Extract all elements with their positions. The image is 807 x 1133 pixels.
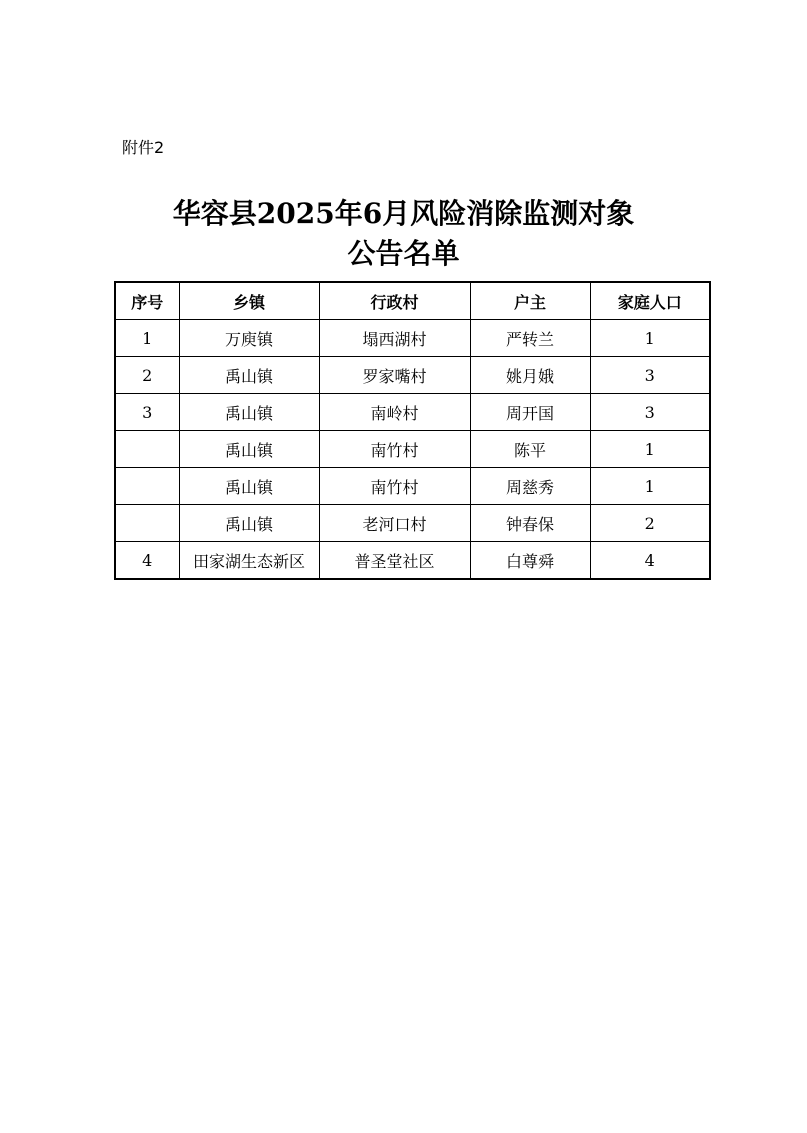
cell-village: 普圣堂社区 bbox=[319, 542, 470, 580]
cell-town: 禹山镇 bbox=[179, 357, 319, 394]
table-row bbox=[115, 431, 710, 468]
cell-town: 禹山镇 bbox=[179, 394, 319, 431]
cell-household-head: 周慈秀 bbox=[470, 468, 590, 505]
cell-family-size: 1 bbox=[590, 468, 710, 505]
cell-serial-number: 1 bbox=[115, 320, 179, 357]
cell-serial-number bbox=[115, 505, 179, 542]
title-line-2: 公告名单 bbox=[347, 237, 460, 270]
cell-village: 南竹村 bbox=[319, 468, 470, 505]
cell-household-head: 姚月娥 bbox=[470, 357, 590, 394]
table-row bbox=[115, 357, 710, 394]
cell-village: 南竹村 bbox=[319, 431, 470, 468]
table-row bbox=[115, 468, 710, 505]
cell-town: 万庾镇 bbox=[179, 320, 319, 357]
header-family-size: 家庭人口 bbox=[590, 282, 710, 320]
monitoring-list-table bbox=[114, 281, 711, 580]
cell-household-head: 周开国 bbox=[470, 394, 590, 431]
table-row bbox=[115, 394, 710, 431]
table-header-row bbox=[115, 282, 710, 320]
title-line-1: 华容县2025年6月风险消除监测对象 bbox=[172, 197, 635, 230]
cell-family-size: 3 bbox=[590, 394, 710, 431]
cell-serial-number bbox=[115, 431, 179, 468]
cell-village: 罗家嘴村 bbox=[319, 357, 470, 394]
table-row bbox=[115, 320, 710, 357]
attachment-label: 附件2 bbox=[122, 138, 165, 157]
header-town: 乡镇 bbox=[179, 282, 319, 320]
cell-village: 老河口村 bbox=[319, 505, 470, 542]
header-household-head: 户主 bbox=[470, 282, 590, 320]
cell-family-size: 2 bbox=[590, 505, 710, 542]
cell-family-size: 1 bbox=[590, 320, 710, 357]
table-row bbox=[115, 542, 710, 580]
cell-household-head: 严转兰 bbox=[470, 320, 590, 357]
cell-family-size: 4 bbox=[590, 542, 710, 580]
cell-town: 禹山镇 bbox=[179, 468, 319, 505]
cell-town: 禹山镇 bbox=[179, 505, 319, 542]
cell-family-size: 3 bbox=[590, 357, 710, 394]
cell-serial-number: 4 bbox=[115, 542, 179, 580]
cell-family-size: 1 bbox=[590, 431, 710, 468]
cell-town: 禹山镇 bbox=[179, 431, 319, 468]
cell-serial-number: 3 bbox=[115, 394, 179, 431]
header-village: 行政村 bbox=[319, 282, 470, 320]
cell-village: 南岭村 bbox=[319, 394, 470, 431]
cell-household-head: 陈平 bbox=[470, 431, 590, 468]
cell-household-head: 白尊舜 bbox=[470, 542, 590, 580]
cell-village: 塌西湖村 bbox=[319, 320, 470, 357]
cell-serial-number: 2 bbox=[115, 357, 179, 394]
document-title bbox=[0, 194, 807, 274]
cell-household-head: 钟春保 bbox=[470, 505, 590, 542]
header-serial-number: 序号 bbox=[115, 282, 179, 320]
table-row bbox=[115, 505, 710, 542]
cell-town: 田家湖生态新区 bbox=[179, 542, 319, 580]
cell-serial-number bbox=[115, 468, 179, 505]
